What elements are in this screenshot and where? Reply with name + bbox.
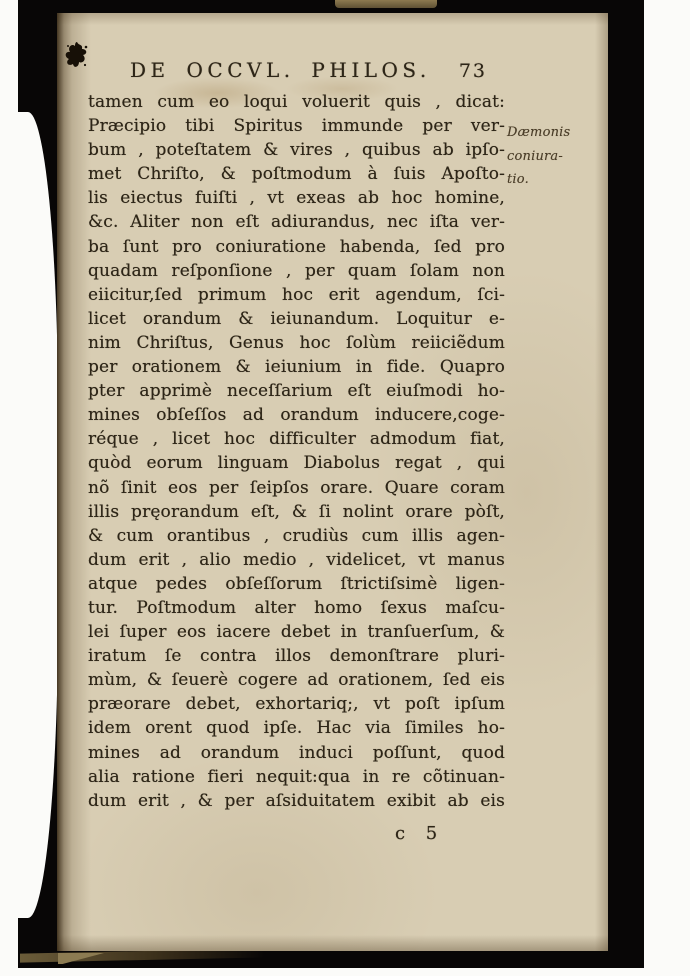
book-page xyxy=(57,13,608,951)
body-text xyxy=(88,92,505,815)
text-line: nim Chriſtus, Genus hoc ſolùm reiiciẽdum xyxy=(88,332,505,353)
page-title: DE OCCVL. PHILOS. xyxy=(130,58,431,82)
text-line: &c. Aliter non eſt adiurandus, nec iſta ver- xyxy=(88,212,505,233)
text-line: Præcipio tibi Spiritus immunde per ver- xyxy=(88,116,505,137)
text-line: atque pedes obſeſſorum ſtrictiſsimè ligen- xyxy=(88,573,505,594)
margin-note-line: coniura- xyxy=(507,148,563,164)
text-line: licet orandum & ieiunandum. Loquitur e- xyxy=(88,308,505,329)
scan-left-margin xyxy=(0,112,58,918)
text-line: & cum orantibus , crudiùs cum illis agen- xyxy=(88,525,505,546)
page-number: 73 xyxy=(458,60,487,82)
text-line: lis eiectus fuiſti , vt exeas ab hoc homine, xyxy=(88,188,505,209)
text-line: tur. Poſtmodum alter homo ſexus maſcu- xyxy=(88,597,505,618)
margin-note-line: Dæmonis xyxy=(507,125,571,140)
text-line: idem orent quod ipſe. Hac via ſimiles ho- xyxy=(88,718,505,739)
text-line: nõ ſinit eos per ſeipſos orare. Quare coram xyxy=(88,477,505,498)
text-line: dum erit , alio medio , videlicet, vt manus xyxy=(88,549,505,570)
ink-blot-icon xyxy=(64,41,90,71)
text-line: ba ſunt pro coniuratione habenda, ſed pro xyxy=(88,236,505,257)
text-line: mines obſeſſos ad orandum inducere,coge- xyxy=(88,405,505,426)
text-line: lei ſuper eos iacere debet in tranſuerſum, & xyxy=(88,622,505,643)
text-line: alia ratione fieri nequit:qua in re cõtinuan- xyxy=(88,766,505,787)
text-line: eiicitur,ſed primum hoc erit agendum, ſci- xyxy=(88,284,505,305)
text-line: réque , licet hoc difficulter admodum fiat, xyxy=(88,429,505,450)
text-line: bum , poteſtatem & vires , quibus ab ipſo- xyxy=(88,140,505,161)
book-edge-top xyxy=(335,0,437,8)
text-line: quòd eorum linguam Diabolus regat , qui xyxy=(88,453,505,474)
margin-note-line: tio. xyxy=(507,172,529,187)
text-line: iratum ſe contra illos demonſtrare pluri- xyxy=(88,646,505,667)
text-line: pter apprimè neceſſarium eſt eiuſmodi ho- xyxy=(88,381,505,402)
text-line: mines ad orandum induci poſſunt, quod xyxy=(88,742,505,763)
margin-note xyxy=(507,121,603,192)
text-line: quadam reſponſione , per quam ſolam non xyxy=(88,260,505,281)
text-line: met Chriſto, & poſtmodum à ſuis Apoſto- xyxy=(88,164,505,185)
text-line: præorare debet, exhortariq;, vt poſt ipſum xyxy=(88,694,505,715)
signature-mark: c 5 xyxy=(395,823,438,844)
text-line: mùm, & ſeuerè cogere ad orationem, ſed eis xyxy=(88,670,505,691)
text-line: per orationem & ieiunium in fide. Quapro xyxy=(88,357,505,378)
text-line: dum erit , & per aſsiduitatem exibit ab eis xyxy=(88,790,505,811)
running-head xyxy=(88,58,505,82)
text-line: tamen cum eo loqui voluerit quis , dicat: xyxy=(88,92,505,112)
text-line: illis pręorandum eſt, & ſi nolint orare pòſt, xyxy=(88,501,505,522)
